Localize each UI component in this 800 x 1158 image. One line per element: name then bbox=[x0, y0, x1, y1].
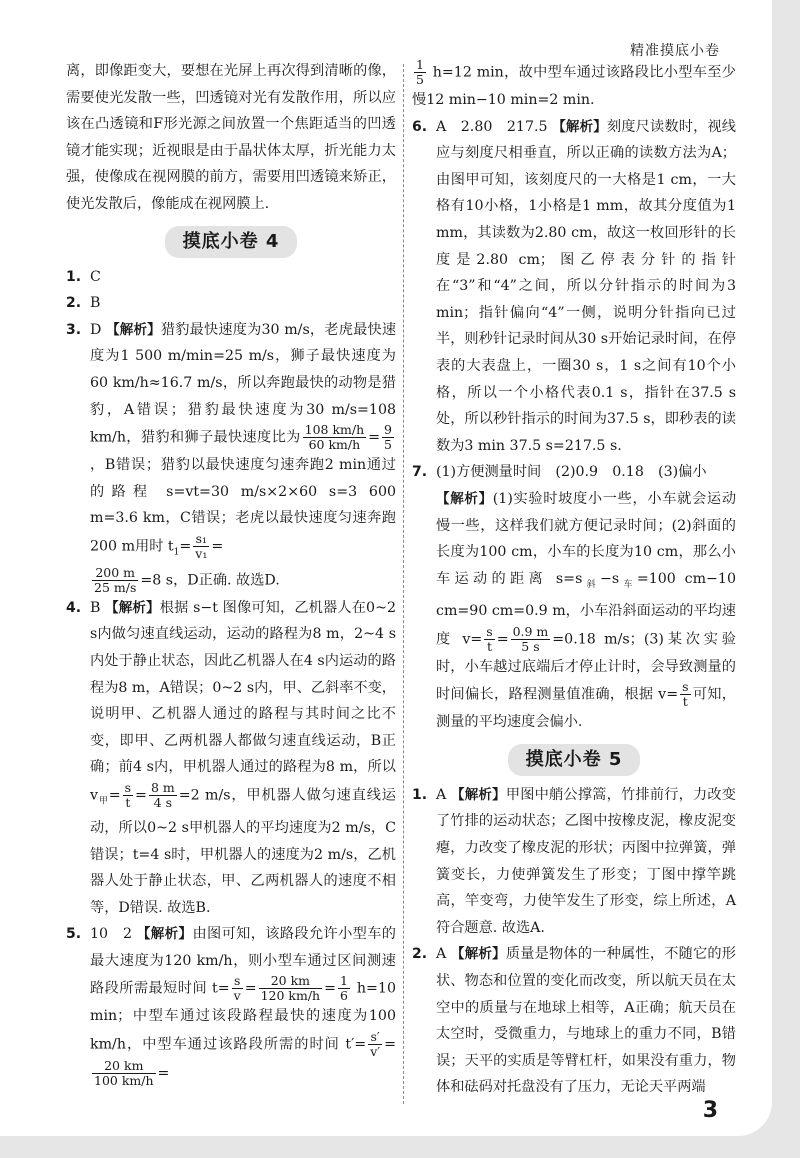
item-number: 3. bbox=[66, 321, 82, 338]
analysis-tag: 【解析】 bbox=[436, 490, 493, 507]
answer-item-1 bbox=[66, 264, 396, 291]
answer-item-7: 7. (1)方便测量时间 (2)0.9 0.18 (3)偏小 【解析】(1)实验时坡度小一些，小车就会运动慢一些，这样我们就方便记录时间；(2)斜面的长度为100 cm，小车的长度为10 cm，那么小车运动的距离 $s=s_斜-s_车=100$ cm−10 cm=90 cm=0.9 m，小车沿斜面运动的平均速度 v= $\frac{s}{t}$ = $\frac{0.9 m}{5 s}$ =0.18 m/s；(3)某次实验时，小车越过底端后才停止计时，会导致测量的时间偏长，路程测量值准确，根据 v= $\frac{s}{t}$ 可知，测量的平均速度会偏小. bbox=[412, 459, 736, 736]
section-title-wrap bbox=[412, 744, 736, 776]
fraction: $\frac{20 km}{120 km/h}$ bbox=[260, 973, 321, 1004]
item-number: 5. bbox=[66, 926, 82, 943]
fraction: $\frac{20 km}{100 km/h}$ bbox=[94, 1058, 154, 1089]
fraction: $\frac{1}{5}$ bbox=[416, 57, 424, 87]
fraction: $\frac{8 m}{4 s}$ bbox=[150, 779, 175, 810]
analysis-text: =0.18 m/s；(3)某次实验时，小车越过底端后才停止计时，会导致测量的时间偏长，路程测量值准确，根据 v= bbox=[436, 631, 736, 703]
fraction: $\frac{108 km/h}{60 km/h}$ bbox=[304, 422, 365, 453]
analysis-text: ，B错误；猎豹以最快速度匀速奔跑2 min通过的路程 s=vt=30 m/s×2×60 s=3 600 m=3.6 km，C错误；老虎以最快速度匀速奔跑200 m用时 t bbox=[90, 457, 396, 555]
item-number: 1. bbox=[412, 786, 428, 803]
analysis-text: 猎豹最快速度为30 m/s，老虎最快速度为1 500 m/min=25 m/s，狮子最快速度为60 km/h≈16.7 m/s，所以奔跑最快的动物是猎豹，A错误；猎豹最快速度为30 m/s=108 km/h，猎豹和狮子最快速度比为 bbox=[90, 321, 397, 446]
answer-choice: A 2.80 217.5 bbox=[436, 118, 548, 135]
analysis-text: =8 s，D正确. 故选D. bbox=[140, 572, 280, 589]
analysis-text: 质量是物体的一种属性，不随它的形状、物态和位置的变化而改变，所以航天员在太空中的质量与在地球上相等，A正确；航天员在太空时，受微重力，与地球上的重力不同，B错误；天平的实质是等臂杠杆，如果没有重力，物体和砝码对托盘没有了压力，无论天平两端 bbox=[436, 946, 736, 1096]
fraction: $\frac{s}{v}$ bbox=[233, 973, 241, 1004]
section-title-4: 摸底小卷 4 bbox=[165, 226, 298, 258]
analysis-tag: 【解析】 bbox=[136, 926, 193, 943]
answer-item-5: 5. 10 2 【解析】由图可知，该路段允许小型车的最大速度为120 km/h，则小型车通过区间测速路段所需最短时间 t= $\frac{s}{v}$ = $\frac{20 km}{120 km/h}$ = $\frac{1}{6}$ h=10 min；中型车通过该段路程最快的速度为100 km/h，中型车通过该路段所需的时间 t′= $\frac{s'}{v'}$ = $\frac{20 km}{100 km/h}$ = bbox=[66, 921, 396, 1088]
left-column bbox=[66, 58, 396, 1088]
answer-text: C bbox=[90, 268, 101, 285]
section-title-5: 摸底小卷 5 bbox=[508, 744, 641, 776]
fraction: $\frac{s}{t}$ bbox=[124, 779, 132, 810]
answer-choice: D bbox=[90, 321, 102, 338]
answer-choice: 10 2 bbox=[90, 926, 133, 943]
fraction: $\frac{\text{s₁}}{\text{v₁}}$ bbox=[195, 530, 208, 561]
item-number: 6. bbox=[412, 118, 428, 135]
answer-item-b2 bbox=[412, 941, 736, 1101]
answer-item-b1 bbox=[412, 782, 736, 942]
analysis-text: (1)实验时坡度小一些，小车就会运动慢一些，这样我们就方便记录时间；(2)斜面的长度为100 cm，小车的长度为10 cm，那么小车运动的距离 s=s bbox=[436, 490, 737, 587]
fraction: $\frac{1}{6}$ bbox=[340, 973, 348, 1004]
answer-choice: A bbox=[436, 786, 447, 803]
answer-choice: (1)方便测量时间 (2)0.9 0.18 (3)偏小 bbox=[436, 464, 707, 481]
item-number: 4. bbox=[66, 599, 82, 616]
continued-paragraph: $\frac{1}{5}$ h=12 min，故中型车通过该路段比小型车至少慢12 min−10 min=2 min. bbox=[412, 57, 736, 108]
answer-text: B bbox=[90, 295, 101, 312]
answer-item-3: 3. D 【解析】猎豹最快速度为30 m/s，老虎最快速度为1 500 m/min=25 m/s，狮子最快速度为60 km/h≈16.7 m/s，所以奔跑最快的动物是猎豹，A错误；猎豹最快速度为30 m/s=108 km/h，猎豹和狮子最快速度比为 $\frac{108 km/h}{60 km/h}$ = $\frac{9}{5}$ ，B错误；猎豹以最快速度匀速奔跑2 min通过的路程 s=vt=30 m/s×2×60 s=3 600 m=3.6 km，C错误；老虎以最快速度匀速奔跑200 m用时 $t_1=$ $\frac{\text{s₁}}{\text{v₁}}$ = $\frac{200 m}{25 m/s}$ =8 s，D正确. 故选D. bbox=[66, 317, 396, 595]
analysis-text: 可知，测量的平均速度会偏小. bbox=[436, 686, 736, 731]
answer-choice: A bbox=[436, 946, 447, 963]
item-number: 1. bbox=[66, 268, 82, 285]
item-number: 2. bbox=[66, 295, 82, 312]
answer-item-4: 4. B 【解析】根据 s−t 图像可知，乙机器人在0~2 s内做匀速直线运动，运动的路程为8 m，2~4 s内处于静止状态，因此乙机器人在4 s内运动的路程为8 m，A错误；0~2 s内，甲、乙斜率不变，说明甲、乙机器人通过的路程与其时间之比不变，即甲、乙两机器人都做匀速直线运动，B正确；前4 s内，甲机器人通过的路程为8 m，所以 $v_甲=$ $\frac{s}{t}$ = $\frac{8 m}{4 s}$ =2 m/s，甲机器人做匀速直线运动，所以0~2 s甲机器人的平均速度为2 m/s，C错误；t=4 s时，甲机器人的速度为2 m/s，乙机器人处于静止状态，甲、乙两机器人的速度不相等，D错误. 故选B. bbox=[66, 595, 396, 921]
intro-paragraph: 离，即像距变大，要想在光屏上再次得到清晰的像，需要使光发散一些，凹透镜对光有发散作用，所以应该在凸透镜和F形光源之间放置一个焦距适当的凹透镜才能实现；近视眼是由于晶状体太厚，折光能力太强，使像成在视网膜的前方，需要用凹透镜来矫正，使光发散后，像能成在视网膜上. bbox=[66, 63, 396, 212]
analysis-text: 刻度尺读数时，视线应与刻度尺相垂直，所以正确的读数方法为A；由图甲可知，该刻度尺的一大格是1 cm，一大格有10小格，1小格是1 mm，故其分度值为1 mm，其读数为2.80 cm，故这一枚回形针的长度是2.80 cm；图乙停表分针的指针在“3”和“4”之间，所以分针指示的时间为3 min；指针偏向“4”一侧，说明分针指向已过半，则秒针记录时间从30 s开始记录时间，在停表的大表盘上，一圈30 s，1 s之间有10个小格，所以一个小格代表0.1 s，指针在37.5 s处，所以秒针指示的时间为37.5 s，即秒表的读数为3 min 37.5 s=217.5 s. bbox=[436, 118, 736, 454]
fraction: $\frac{s}{t}$ bbox=[682, 679, 689, 710]
analysis-tag: 【解析】 bbox=[450, 786, 506, 803]
analysis-tag: 【解析】 bbox=[105, 599, 160, 616]
column-divider bbox=[403, 64, 404, 1104]
fraction: $\frac{200 m}{25 m/s}$ bbox=[94, 564, 137, 595]
right-column bbox=[412, 58, 736, 1101]
page-header: 精准摸底小卷 bbox=[630, 43, 720, 59]
analysis-tag: 【解析】 bbox=[552, 118, 607, 135]
section-title-wrap bbox=[66, 226, 396, 258]
fraction: $\frac{s'}{v'}$ bbox=[370, 1029, 381, 1060]
analysis-text: 甲图中艄公撑篙，竹排前行，力改变了竹排的运动状态；乙图中按橡皮泥，橡皮泥变瘪，力改变了橡皮泥的形状；丙图中拉弹簧，弹簧变长，力使弹簧发生了形变；丁图中撑竿跳高，竿变弯，力使竿发生了形变，综上所述，A符合题意. 故选A. bbox=[436, 786, 736, 936]
fraction: $\frac{0.9 m}{5 s}$ bbox=[512, 623, 549, 654]
analysis-tag: 【解析】 bbox=[450, 946, 506, 963]
item-number: 7. bbox=[412, 464, 428, 481]
page-number: 3 bbox=[702, 1098, 718, 1123]
analysis-text: 由图可知，该路段允许小型车的最大速度为120 km/h，则小型车通过区间测速路段所需最短时间 t= bbox=[90, 926, 396, 997]
item-number: 2. bbox=[412, 946, 428, 963]
analysis-text: 根据 s−t 图像可知，乙机器人在0~2 s内做匀速直线运动，运动的路程为8 m，2~4 s内处于静止状态，因此乙机器人在4 s内运动的路程为8 m，A错误；0~2 s内，甲、乙斜率不变，说明甲、乙机器人通过的路程与其时间之比不变，即甲、乙两机器人都做匀速直线运动，B正确；前4 s内，甲机器人通过的路程为8 m，所以 v bbox=[90, 599, 396, 804]
analysis-text: h=10 min；中型车通过该段路程最快的速度为100 km/h，中型车通过该路段所需的时间 t′= bbox=[90, 980, 396, 1053]
answer-choice: B bbox=[90, 599, 101, 616]
analysis-tag: 【解析】 bbox=[106, 321, 161, 338]
answer-item-6 bbox=[412, 114, 736, 460]
analysis-text: =2 m/s，甲机器人做匀速直线运动，所以0~2 s甲机器人的平均速度为2 m/s，C错误；t=4 s时，甲机器人的速度为2 m/s，乙机器人处于静止状态，甲、乙两机器人的速度不相等，D错误. 故选B. bbox=[90, 787, 396, 916]
fraction: $\frac{9}{5}$ bbox=[384, 422, 392, 453]
answer-item-2 bbox=[66, 290, 396, 317]
fraction: $\frac{s}{t}$ bbox=[486, 623, 493, 654]
